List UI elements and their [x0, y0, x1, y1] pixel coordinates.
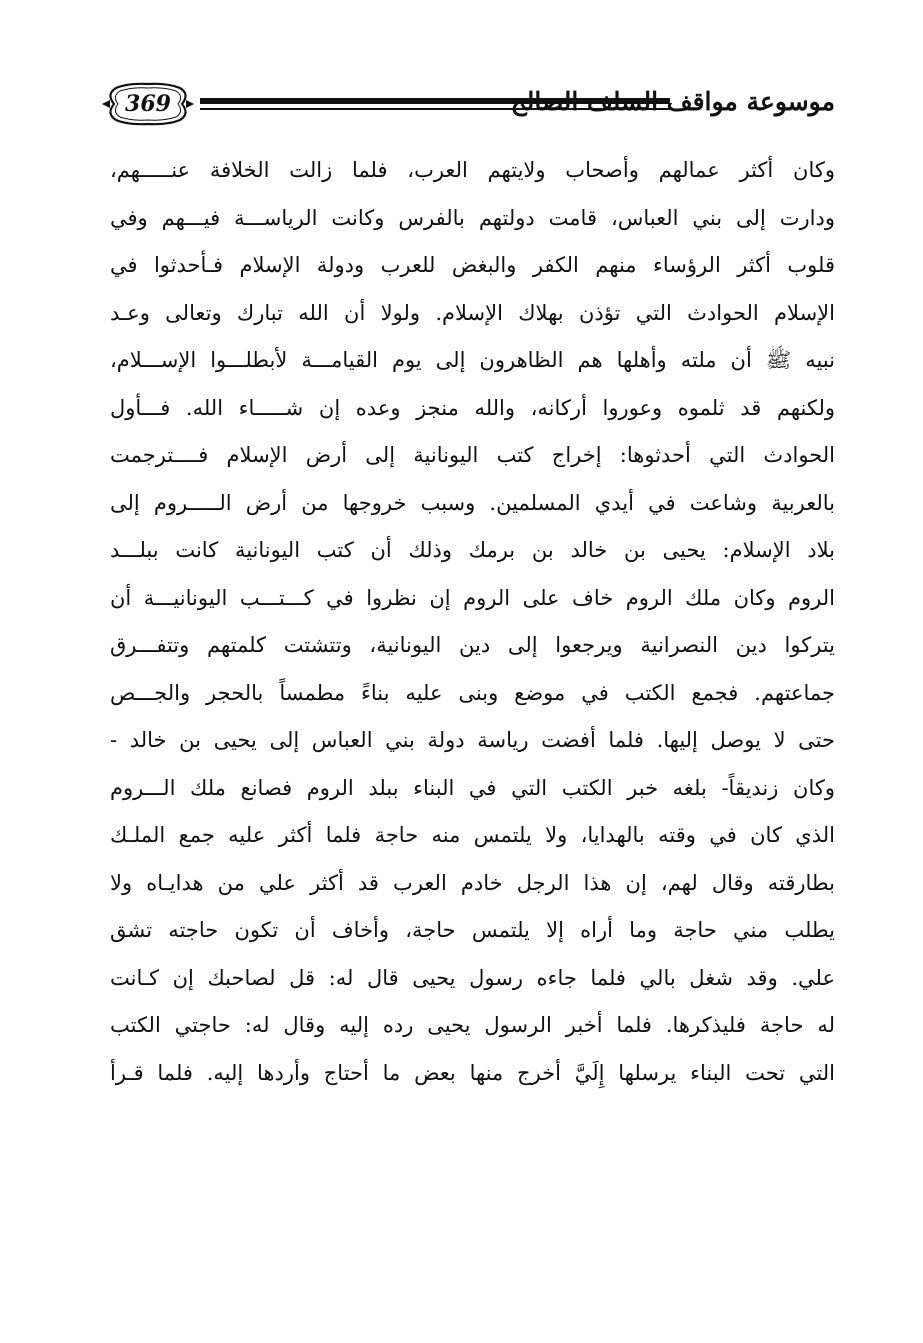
text-line: التي تحت البناء يرسلها إِلَيَّ أخرج منها بعض ما أحتاج وأردها إليه. فلما قـرأ	[110, 1060, 835, 1085]
text-line: يتركوا دين النصرانية ويرجعوا إلى دين اليونانية، وتتشتت كلمتهم وتتفـــرق	[110, 633, 835, 657]
text-line: يطلب مني حاجة وما أراه إلا يلتمس حاجة، وأخاف أن تكون حاجته تشق	[110, 918, 835, 942]
page-number-badge	[100, 82, 196, 126]
body-text	[110, 147, 835, 1097]
text-line: بلاد الإسلام: يحيى بن خالد بن برمك وذلك أن كتب اليونانية كانت ببلـــد	[110, 538, 835, 562]
page-number: 369	[125, 91, 171, 117]
text-line: وكان زنديقاً- بلغه خبر الكتب التي في البناء ببلد الروم فصانع ملك الـــروم	[110, 775, 835, 800]
text-line: بالعربية وشاعت في أيدي المسلمين. وسبب خروجها من أرض الـــــروم إلى	[110, 490, 835, 515]
book-title: موسوعة مواقف السلف الصالح	[510, 87, 835, 116]
text-line: الإسلام الحوادث التي تؤذن بهلاك الإسلام. ولولا أن الله تبارك وتعالى وعـد	[110, 300, 835, 325]
text-line: علي. وقد شغل بالي فلما جاءه رسول يحيى قال له: قل لصاحبك إن كـانت	[110, 965, 835, 990]
text-line: نبيه ﷺ أن ملته وأهلها هم الظاهرون إلى يوم القيامـــة لأبطلـــوا الإســـلام،	[110, 348, 835, 372]
page-header	[100, 80, 835, 130]
text-line: وكان أكثر عمالهم وأصحاب ولايتهم العرب، فلما زالت الخلافة عنـــــهم،	[110, 158, 835, 182]
text-line: حتى لا يوصل إليها. فلما أفضت رياسة دولة بني العباس إلى يحيى بن خالد -	[110, 728, 835, 752]
text-line: الروم وكان ملك الروم خاف على الروم إن نظروا في كـــتـــب اليونانيـــة أن	[110, 585, 835, 610]
text-line: بطارقته وقال لهم، إن هذا الرجل خادم العرب قد أكثر علي من هدايـاه ولا	[110, 870, 835, 895]
text-line: الذي كان في وقته بالهدايا، ولا يلتمس منه حاجة فلما أكثر عليه جمع الملـك	[110, 823, 835, 847]
text-line: ولكنهم قد ثلموه وعوروا أركانه، والله منجز وعده إن شـــــاء الله. فـــأول	[110, 395, 835, 420]
text-line: جماعتهم. فجمع الكتب في موضع وبنى عليه بناءً مطمساً بالحجر والجـــص	[110, 680, 835, 705]
text-line: الحوادث التي أحدثوها: إخراج كتب اليونانية إلى أرض الإسلام فــــترجمت	[110, 443, 835, 467]
text-line: ودارت إلى بني العباس، قامت دولتهم بالفرس وكانت الرياســـة فيـــهم وفي	[110, 205, 835, 230]
text-line: قلوب أكثر الرؤساء منهم الكفر والبغض للعرب ودولة الإسلام فـأحدثوا في	[110, 253, 835, 277]
text-line: له حاجة فليذكرها. فلما أخبر الرسول يحيى رده إليه وقال له: حاجتي الكتب	[110, 1013, 835, 1037]
